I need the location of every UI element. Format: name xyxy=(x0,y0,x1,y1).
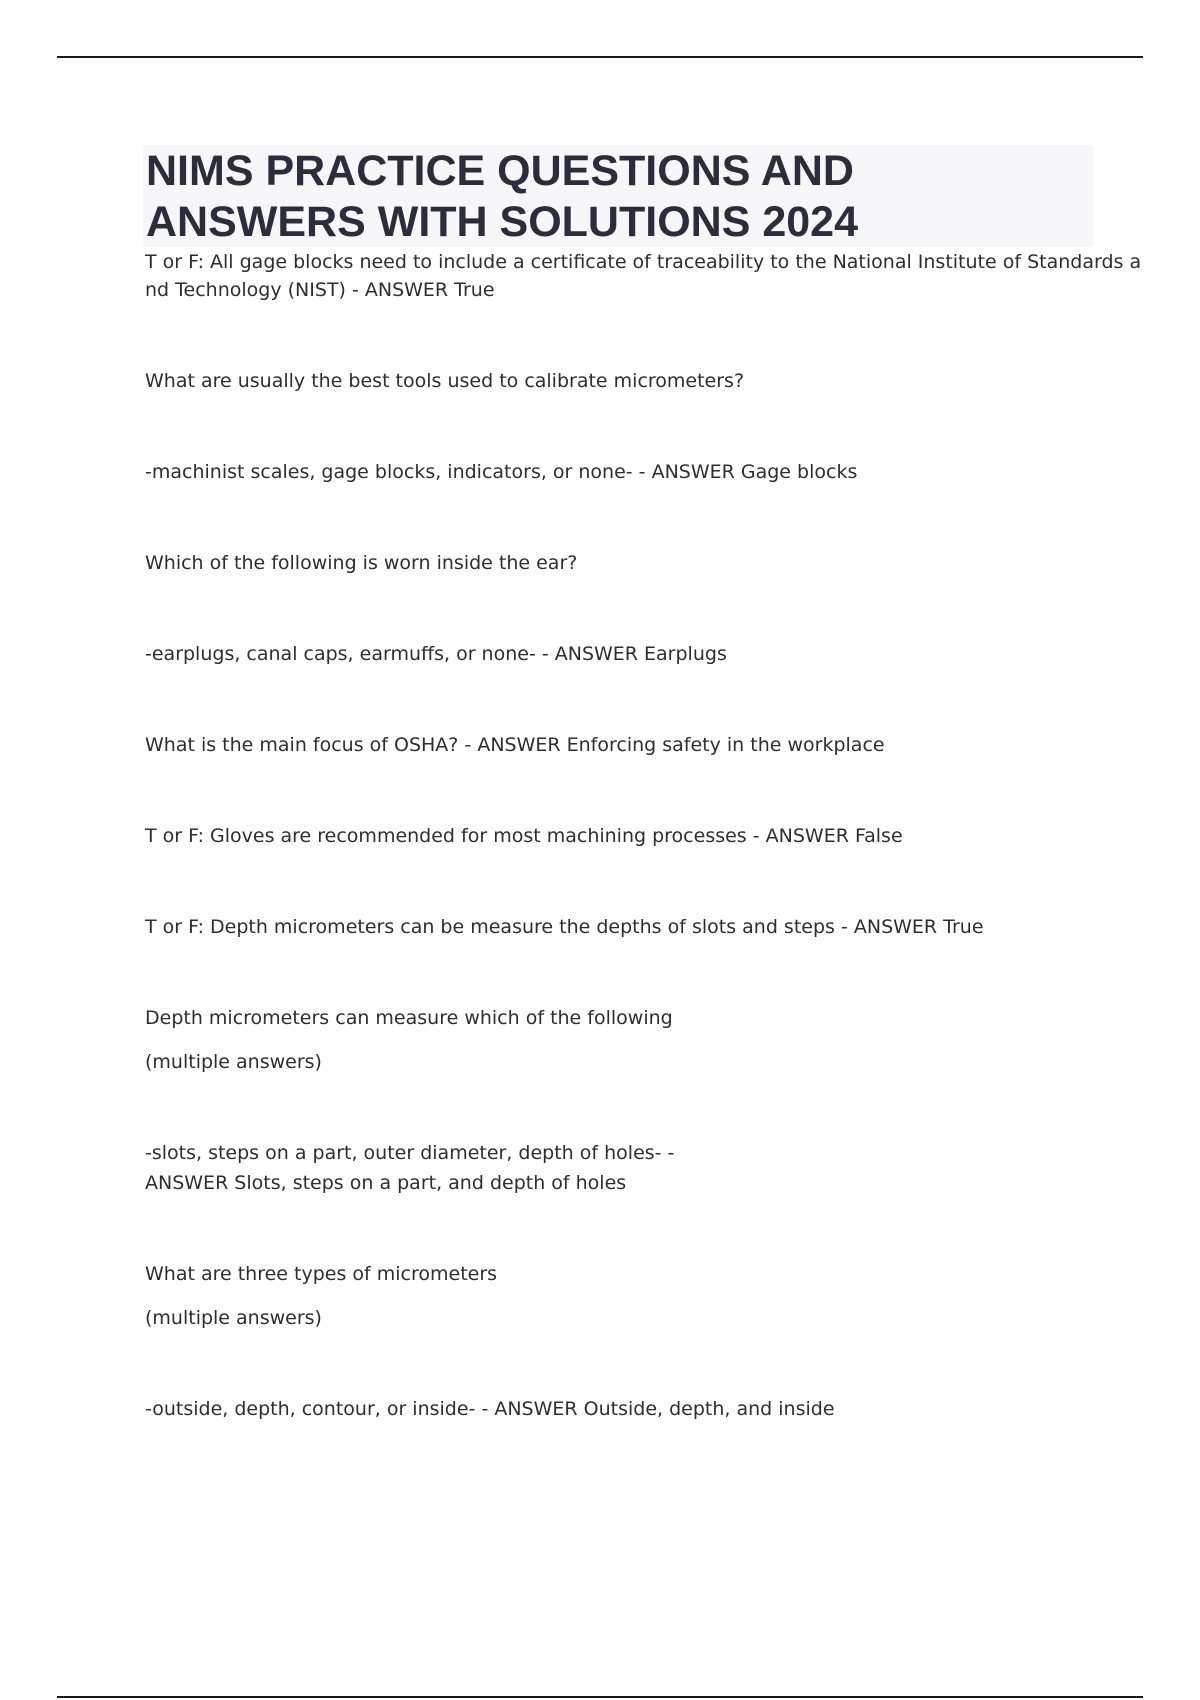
question-5: T or F: Gloves are recommended for most machining processes - ANSWER False xyxy=(145,825,903,847)
question-7-line-1: Depth micrometers can measure which of the following xyxy=(145,1007,673,1029)
title-line-2: ANSWERS WITH SOLUTIONS 2024 xyxy=(146,198,858,246)
question-4: What is the main focus of OSHA? - ANSWER Enforcing safety in the workplace xyxy=(145,734,885,756)
answer-2: -machinist scales, gage blocks, indicators, or none- - ANSWER Gage blocks xyxy=(145,461,858,483)
answer-7-line-2: ANSWER Slots, steps on a part, and depth of holes xyxy=(145,1172,627,1194)
document-title xyxy=(146,146,1086,248)
title-line-1: NIMS PRACTICE QUESTIONS AND xyxy=(146,147,854,195)
question-8-line-1: What are three types of micrometers xyxy=(145,1263,498,1285)
top-rule xyxy=(57,56,1143,58)
question-1-line-2: nd Technology (NIST) - ANSWER True xyxy=(145,279,495,301)
answer-7-line-1: -slots, steps on a part, outer diameter, depth of holes- - xyxy=(145,1142,675,1164)
bottom-rule xyxy=(57,1696,1143,1698)
question-6: T or F: Depth micrometers can be measure the depths of slots and steps - ANSWER True xyxy=(145,916,984,938)
question-8-line-2: (multiple answers) xyxy=(145,1307,322,1329)
answer-8: -outside, depth, contour, or inside- - ANSWER Outside, depth, and inside xyxy=(145,1398,835,1420)
question-2: What are usually the best tools used to calibrate micrometers? xyxy=(145,370,745,392)
question-3: Which of the following is worn inside the ear? xyxy=(145,552,578,574)
question-1-line-1: T or F: All gage blocks need to include a certificate of traceability to the National Institute of Standards a xyxy=(145,251,1142,273)
question-7-line-2: (multiple answers) xyxy=(145,1051,322,1073)
answer-3: -earplugs, canal caps, earmuffs, or none- - ANSWER Earplugs xyxy=(145,643,727,665)
